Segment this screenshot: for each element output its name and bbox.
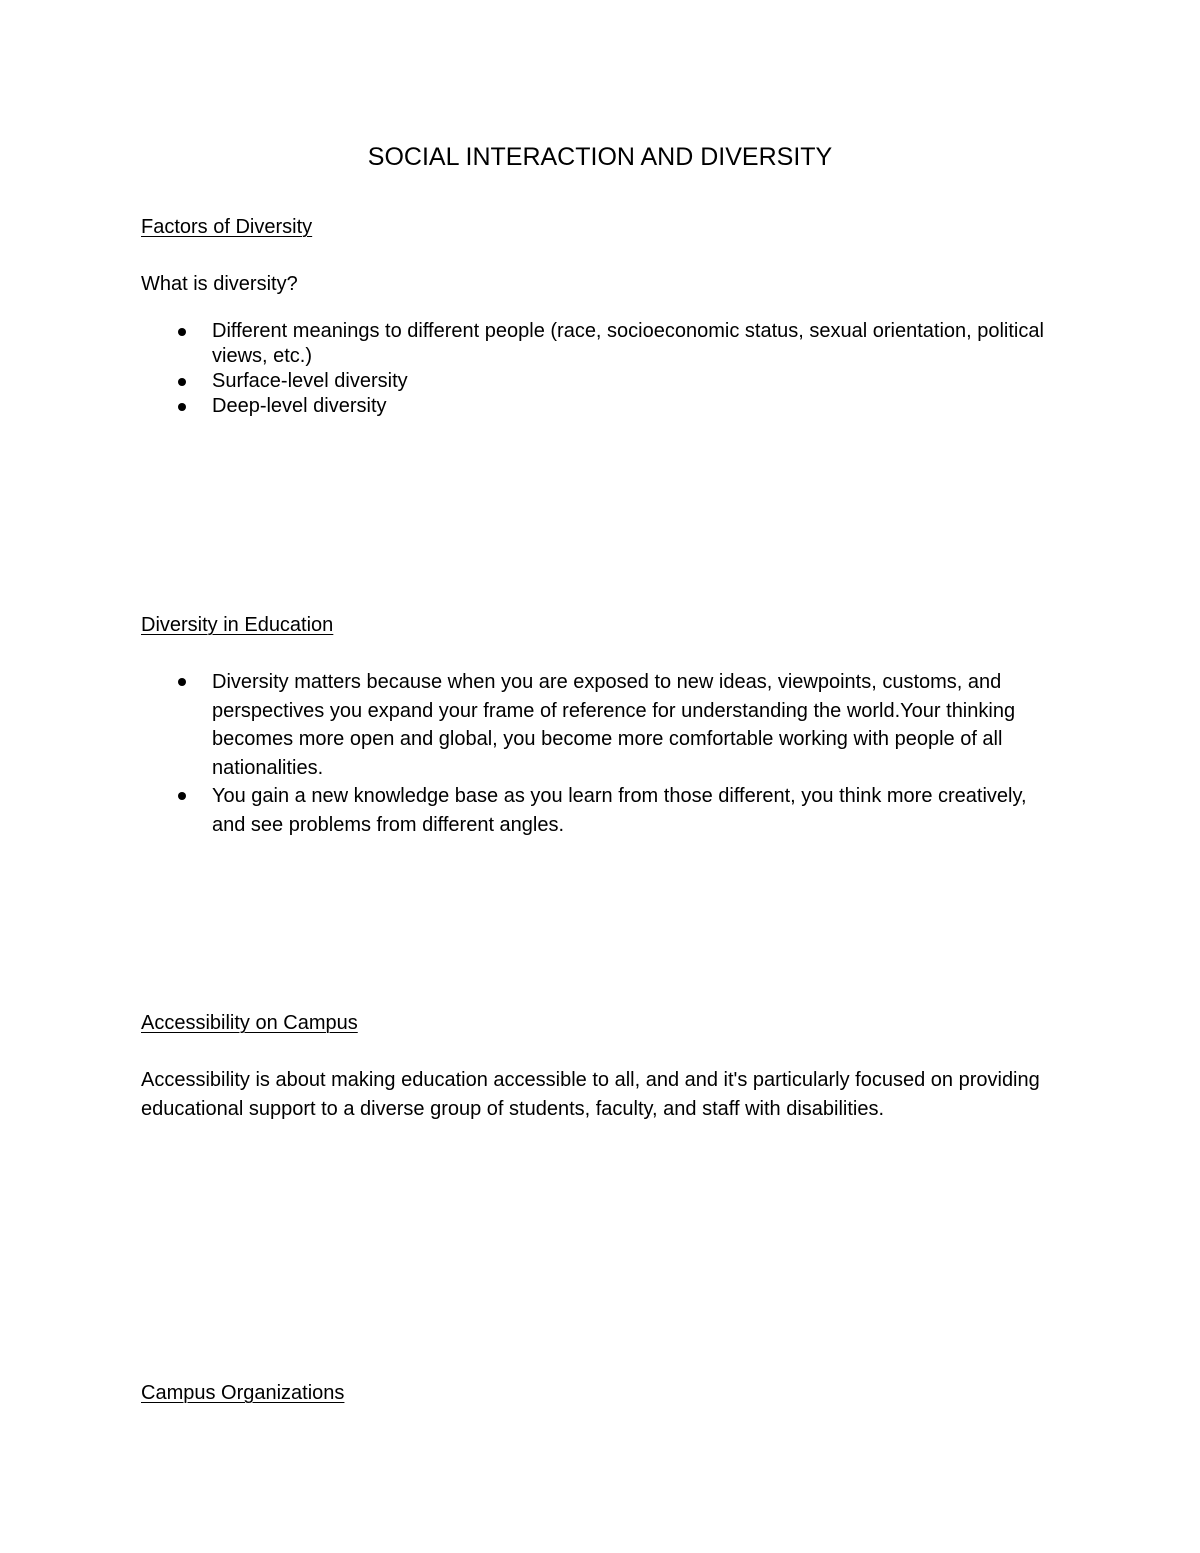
diversity-question: What is diversity?: [141, 273, 298, 295]
list-item: [141, 394, 1061, 419]
list-item: [141, 319, 1061, 369]
section-heading-diversity-in-education: Diversity in Education: [141, 614, 334, 636]
education-bullet-list: [141, 668, 1061, 839]
section-heading-factors-of-diversity: Factors of Diversity: [141, 216, 313, 238]
list-item-text: Diversity matters because when you are exposed to new ideas, viewpoints, customs, and perspectives you expand your frame of reference for understanding the world.Your thinking becomes more open and global, you become more comfortable working with people of all nationalities.: [212, 671, 1016, 779]
list-item: [141, 369, 1061, 394]
bullet-icon: [178, 792, 186, 800]
bullet-icon: [178, 378, 186, 386]
list-item-text: Surface-level diversity: [212, 370, 408, 392]
bullet-icon: [178, 328, 186, 336]
list-item-text: Deep-level diversity: [212, 395, 387, 417]
section-heading-campus-organizations: Campus Organizations: [141, 1382, 345, 1404]
list-item: [141, 668, 1061, 782]
list-item-text: You gain a new knowledge base as you learn from those different, you think more creatively, and see problems from different angles.: [212, 785, 1027, 836]
section-heading-accessibility-on-campus: Accessibility on Campus: [141, 1012, 358, 1034]
accessibility-paragraph: Accessibility is about making education accessible to all, and and it's particularly focused on providing educational support to a diverse group of students, faculty, and staff with disabilities.: [141, 1069, 1040, 1120]
bullet-icon: [178, 403, 186, 411]
factors-bullet-list: [141, 319, 1061, 419]
document-title: SOCIAL INTERACTION AND DIVERSITY: [367, 143, 833, 171]
bullet-icon: [178, 678, 186, 686]
list-item: [141, 782, 1061, 839]
list-item-text: Different meanings to different people (race, socioeconomic status, sexual orientation, political views, etc.): [212, 320, 1044, 367]
